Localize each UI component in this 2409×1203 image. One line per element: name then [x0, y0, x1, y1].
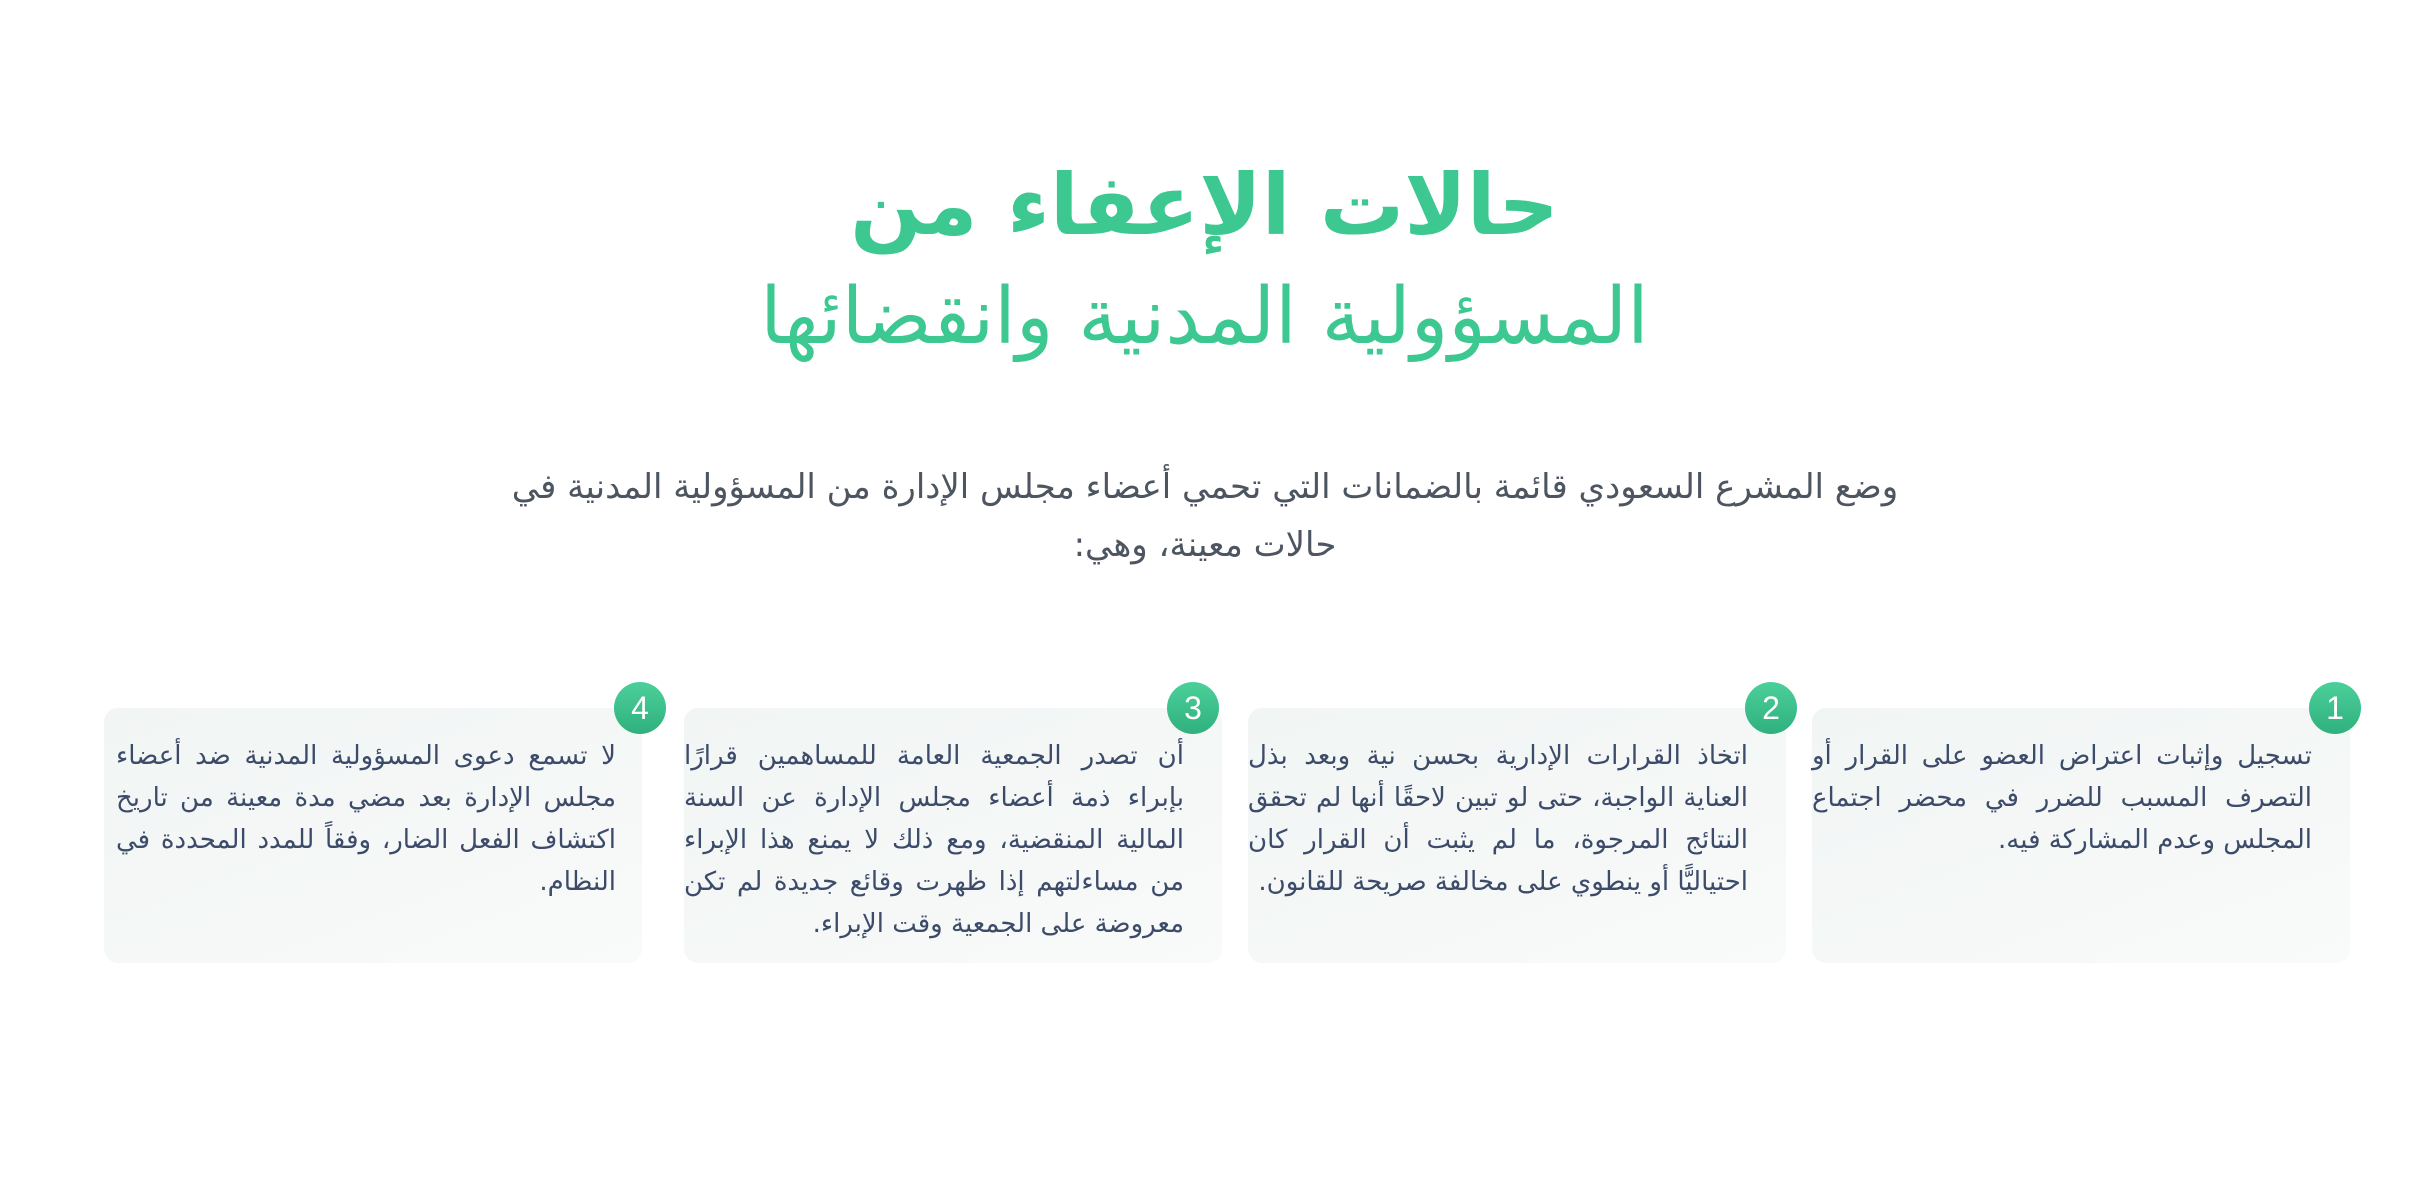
intro-paragraph: وضع المشرع السعودي قائمة بالضمانات التي تحمي أعضاء مجلس الإدارة من المسؤولية المدنية في حالات معينة، وهي: [511, 467, 1899, 565]
case-text-2: اتخاذ القرارات الإدارية بحسن نية وبعد بذل العناية الواجبة، حتى لو تبين لاحقًا أنها لم تحقق النتائج المرجوة، ما لم يثبت أن القرار كان احتياليًّا أو ينطوي على مخالفة صريحة للقانون. [1248, 741, 1748, 897]
page-title: حالات الإعفاء من [850, 156, 1559, 254]
case-number-badge-1: 1 [2309, 682, 2361, 734]
case-text-1: تسجيل وإثبات اعتراض العضو على القرار أو التصرف المسبب للضرر في محضر اجتماع المجلس وعدم المشاركة فيه. [1812, 741, 2312, 855]
page-subtitle: المسؤولية المدنية وانقضائها [760, 272, 1649, 362]
case-number-badge-3: 3 [1167, 682, 1219, 734]
case-number-badge-4: 4 [614, 682, 666, 734]
case-number-badge-2: 2 [1745, 682, 1797, 734]
case-text-4: لا تسمع دعوى المسؤولية المدنية ضد أعضاء مجلس الإدارة بعد مضي مدة معينة من تاريخ اكتشاف الفعل الضار، وفقاً للمدد المحددة في النظام. [116, 741, 616, 897]
case-text-3: أن تصدر الجمعية العامة للمساهمين قرارًا بإبراء ذمة أعضاء مجلس الإدارة عن السنة المالية المنقضية، ومع ذلك لا يمنع هذا الإبراء من مساءلتهم إذا ظهرت وقائع جديدة لم تكن معروضة على الجمعية وقت الإبراء. [684, 741, 1184, 939]
